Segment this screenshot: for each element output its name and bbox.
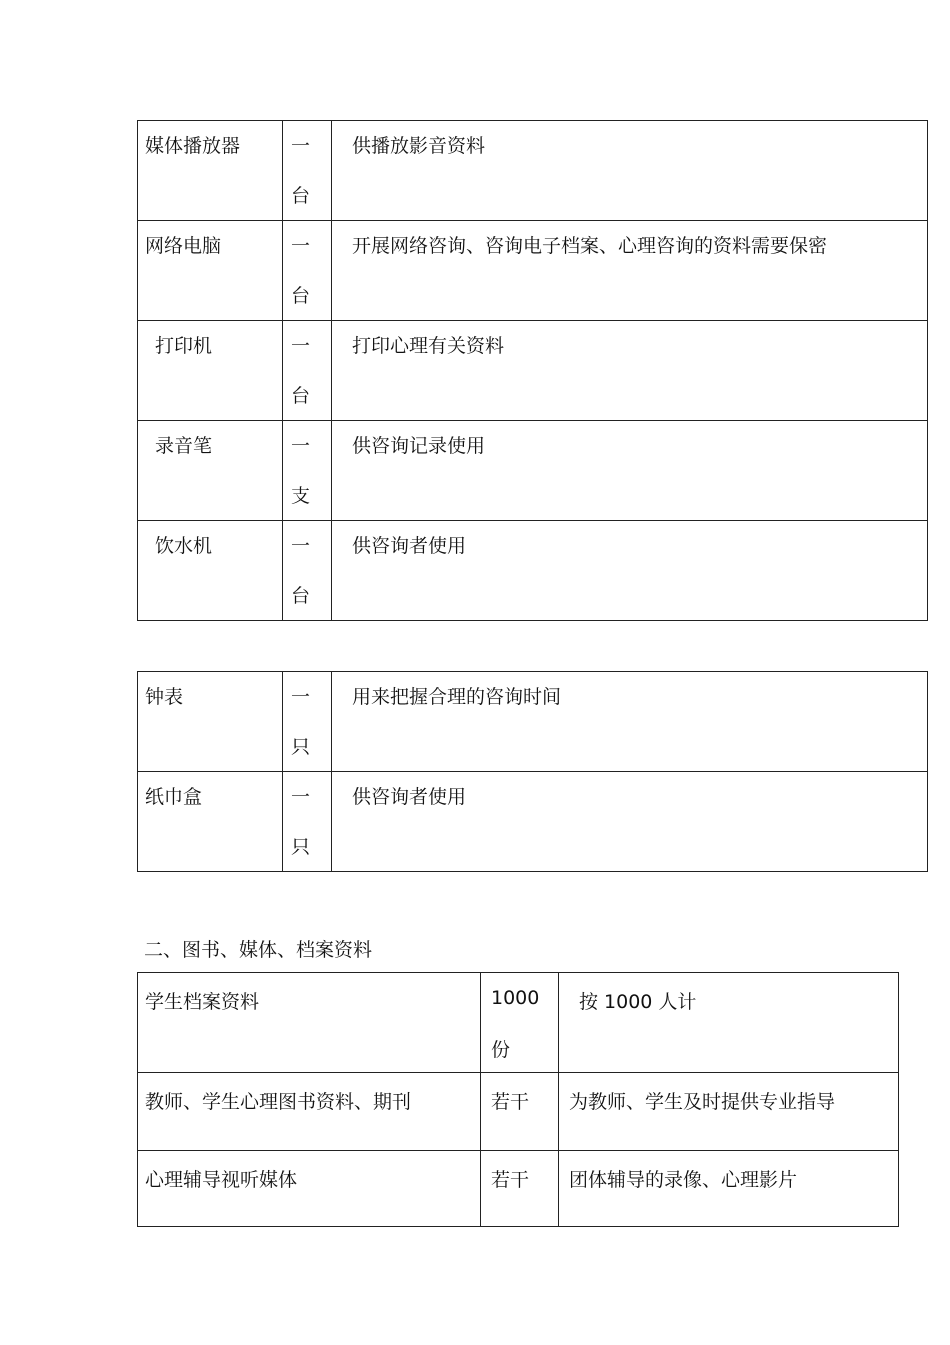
item-name: 教师、学生心理图书资料、期刊: [145, 1091, 412, 1113]
item-quantity: 一: [291, 335, 311, 357]
item-use: 供咨询者使用: [352, 786, 467, 808]
item-name: 网络电脑: [145, 235, 222, 257]
table-row: [138, 973, 899, 1073]
item-quantity: 一: [291, 786, 311, 808]
equipment-table-2: [137, 671, 928, 872]
section-heading: 二、图书、媒体、档案资料: [144, 939, 373, 961]
item-use: 团体辅导的录像、心理影片: [569, 1169, 798, 1191]
item-name: 心理辅导视听媒体: [145, 1169, 298, 1191]
table-row: [138, 221, 928, 321]
table-row: [138, 321, 928, 421]
equipment-table-1: [137, 120, 928, 621]
item-quantity: 1000: [491, 987, 540, 1009]
item-quantity: 一: [291, 435, 311, 457]
table-row: [138, 121, 928, 221]
table-row: [138, 521, 928, 621]
materials-table: [137, 972, 899, 1227]
item-quantity: 一: [291, 235, 311, 257]
item-use: 打印心理有关资料: [352, 335, 505, 357]
item-unit: 支: [291, 485, 311, 507]
item-unit: 只: [291, 736, 311, 758]
item-quantity: 一: [291, 135, 311, 157]
item-unit: 台: [291, 285, 311, 307]
item-use: 为教师、学生及时提供专业指导: [569, 1091, 836, 1113]
table-row: [138, 772, 928, 872]
item-use: 供咨询者使用: [352, 535, 467, 557]
item-unit: 只: [291, 836, 311, 858]
item-unit: 台: [291, 185, 311, 207]
item-name: 钟表: [145, 686, 184, 708]
item-unit: 份: [491, 1039, 511, 1061]
item-unit: 台: [291, 585, 311, 607]
item-name: 纸巾盒: [145, 786, 203, 808]
item-quantity: 一: [291, 686, 311, 708]
table-row: [138, 1073, 899, 1151]
item-use: 用来把握合理的咨询时间: [352, 686, 562, 708]
item-name: 打印机: [155, 335, 213, 357]
table-row: [138, 1151, 899, 1227]
item-use: 开展网络咨询、咨询电子档案、心理咨询的资料需要保密: [352, 235, 828, 257]
table-row: [138, 672, 928, 772]
item-unit: 台: [291, 385, 311, 407]
item-quantity: 若干: [491, 1169, 530, 1191]
item-use: 供播放影音资料: [352, 135, 486, 157]
item-name: 饮水机: [155, 535, 213, 557]
item-quantity: 若干: [491, 1091, 530, 1113]
item-use: 按 1000 人计: [579, 991, 697, 1013]
item-name: 学生档案资料: [145, 991, 260, 1013]
item-name: 录音笔: [155, 435, 213, 457]
item-use: 供咨询记录使用: [352, 435, 486, 457]
item-name: 媒体播放器: [145, 135, 241, 157]
item-quantity: 一: [291, 535, 311, 557]
table-row: [138, 421, 928, 521]
